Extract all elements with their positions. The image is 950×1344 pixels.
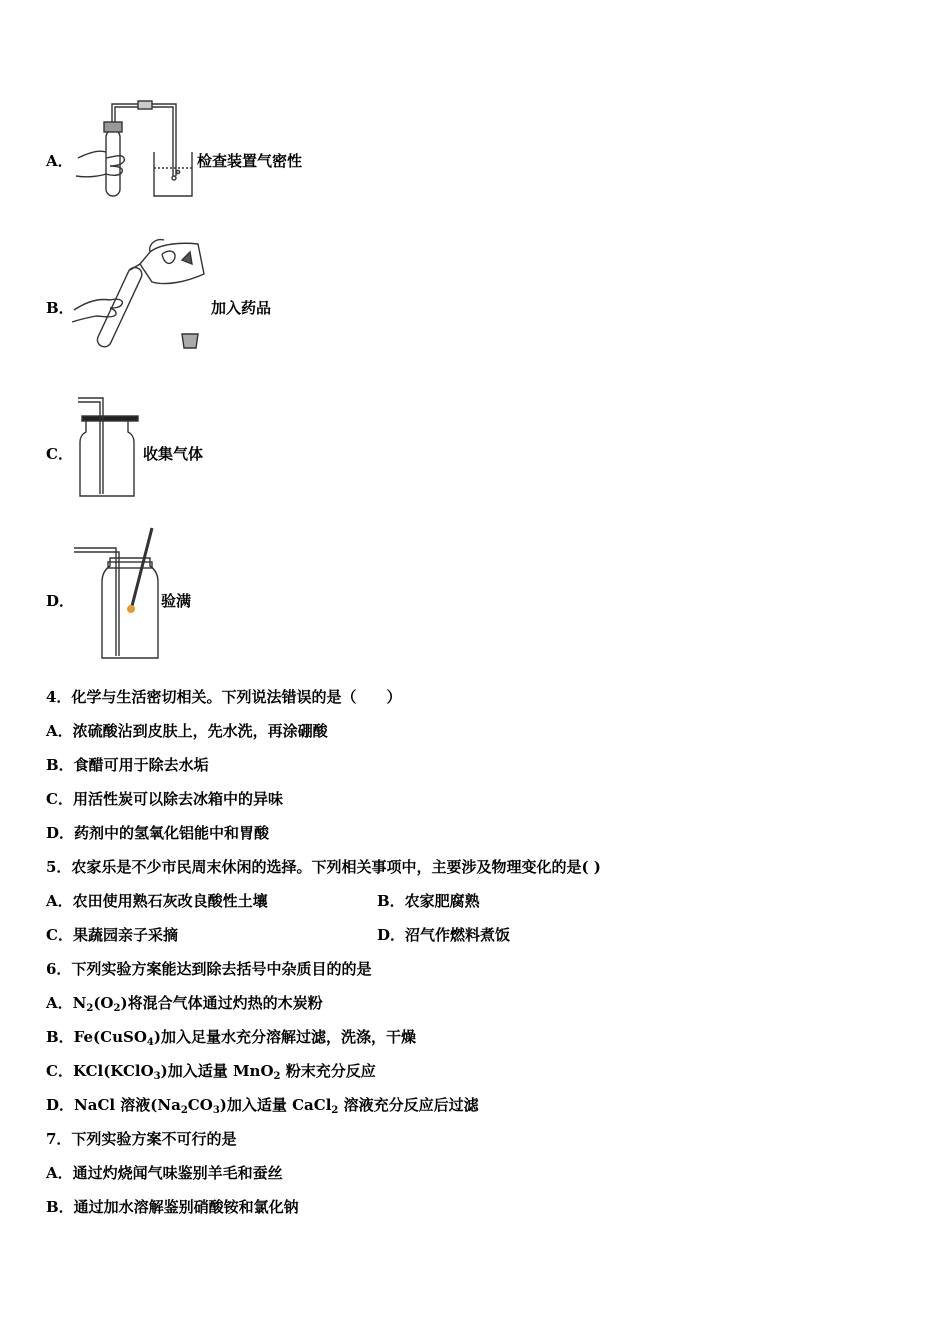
airtightness-check-figure (70, 96, 200, 206)
option-a: A．通过灼烧闻气味鉴别羊毛和蚕丝 (46, 1164, 283, 1182)
option-d: D．NaCl 溶液$(Na_2CO_3)$加入适量 CaCl$_2$ 溶液充分反应后过滤 (46, 1096, 479, 1116)
option-letter: B． (46, 299, 74, 317)
option-caption: 检查装置气密性 (197, 152, 303, 170)
option-c: C．果蔬园亲子采摘 (46, 926, 178, 944)
question-stem: 4．化学与生活密切相关。下列说法错误的是（ ） (46, 688, 402, 706)
option-b: B．农家肥腐熟 (377, 892, 480, 910)
option-d: D．沼气作燃料煮饭 (377, 926, 511, 944)
option-b: B．通过加水溶解鉴别硝酸铵和氯化钠 (46, 1198, 299, 1216)
option-caption: 加入药品 (211, 299, 272, 317)
question-stem: 7．下列实验方案不可行的是 (46, 1130, 237, 1148)
option-caption: 验满 (161, 592, 192, 610)
option-a: A．$N_2(O_2)$将混合气体通过灼热的木炭粉 (46, 994, 323, 1014)
option-c: C．KCl(KClO$_3$)加入适量 MnO$_2$ 粉末充分反应 (46, 1062, 376, 1082)
option-b: B．食醋可用于除去水垢 (46, 756, 209, 774)
question-stem: 5．农家乐是不少市民周末休闲的选择。下列相关事项中，主要涉及物理变化的是( ) (46, 858, 601, 876)
option-c: C．用活性炭可以除去冰箱中的异味 (46, 790, 283, 808)
option-letter: C． (46, 445, 73, 463)
option-b: B．Fe(CuSO$_4$)加入足量水充分溶解过滤，洗涤，干燥 (46, 1028, 416, 1048)
adding-reagent-figure (70, 234, 210, 354)
gas-collection-figure (74, 396, 144, 500)
option-caption: 收集气体 (143, 445, 204, 463)
option-a: A．农田使用熟石灰改良酸性土壤 (46, 892, 268, 910)
question-stem: 6．下列实验方案能达到除去括号中杂质目的的是 (46, 960, 372, 978)
option-a: A．浓硫酸沾到皮肤上，先水洗，再涂硼酸 (46, 722, 328, 740)
option-letter: A． (46, 152, 73, 170)
option-letter: D． (46, 592, 75, 610)
option-d: D．药剂中的氢氧化铝能中和胃酸 (46, 824, 270, 842)
gas-full-check-figure (72, 526, 167, 662)
